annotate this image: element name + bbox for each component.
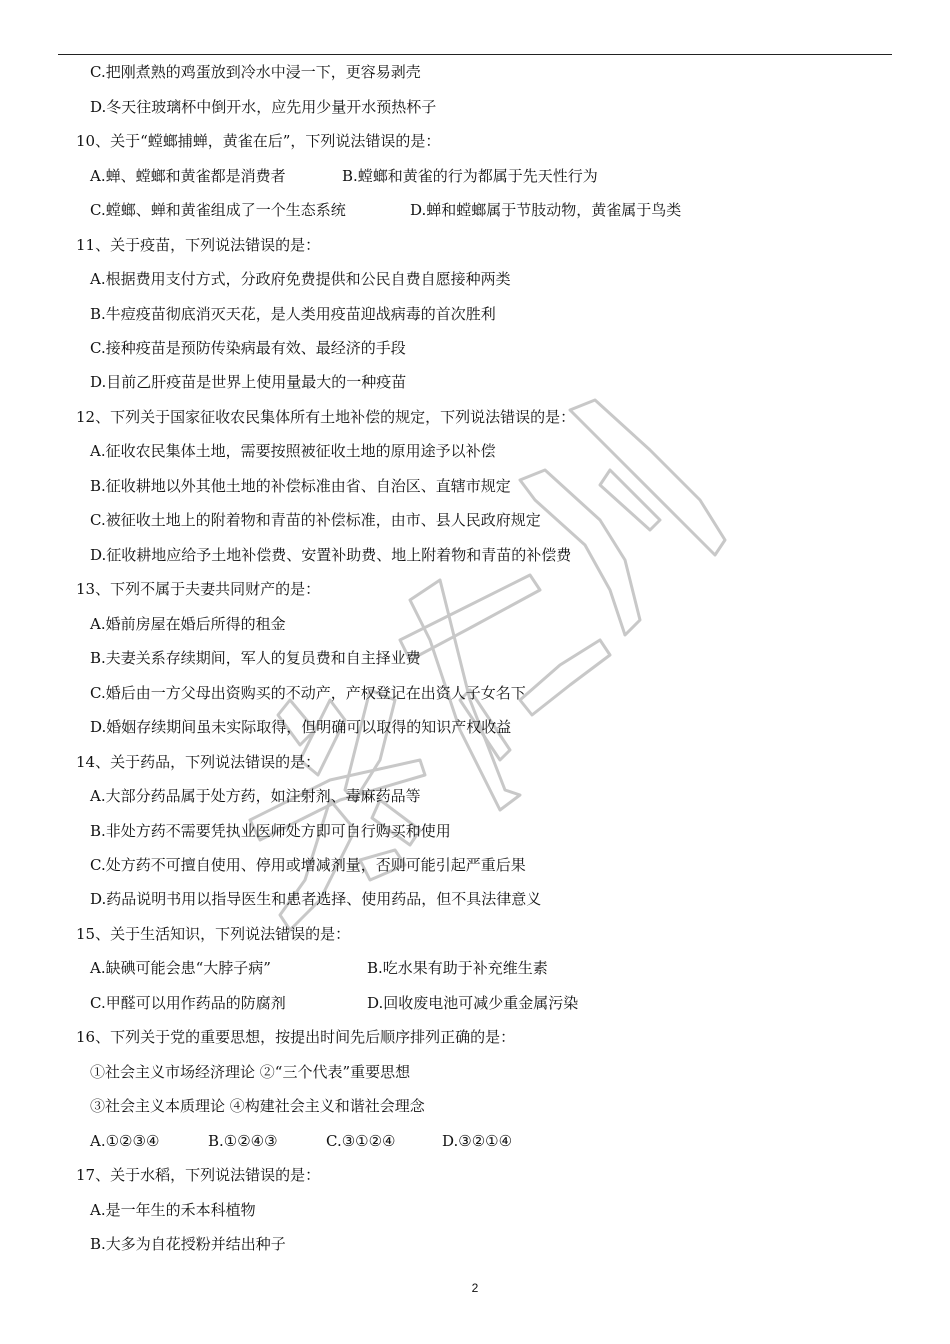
option-a: A.蝉、螳螂和黄雀都是消费者 [90,167,286,185]
option-b: B.吃水果有助于补充维生素 [367,959,548,977]
option-line: B.夫妻关系存续期间，军人的复员费和自主择业费 [90,649,421,667]
option-b: B.螳螂和黄雀的行为都属于先天性行为 [342,167,598,185]
option-b: B.①②④③ [208,1132,278,1150]
option-d: D.蝉和螳螂属于节肢动物，黄雀属于鸟类 [410,201,682,219]
question-17: 17、关于水稻，下列说法错误的是： [76,1166,321,1184]
option-c: C.螳螂、蝉和黄雀组成了一个生态系统 [90,201,346,219]
question-12: 12、下列关于国家征收农民集体所有土地补偿的规定，下列说法错误的是： [76,408,576,426]
option-line: B.牛痘疫苗彻底消灭天花，是人类用疫苗迎战病毒的首次胜利 [90,305,496,323]
option-line: C.婚后由一方父母出资购买的不动产，产权登记在出资人子女名下 [90,684,526,702]
statement-line: ③社会主义本质理论 ④构建社会主义和谐社会理念 [90,1097,425,1115]
question-11: 11、关于疫苗，下列说法错误的是： [76,236,321,254]
option-c: C.③①②④ [326,1132,396,1150]
option-line: A.大部分药品属于处方药，如注射剂、毒麻药品等 [90,787,421,805]
option-c: C.甲醛可以用作药品的防腐剂 [90,994,286,1012]
option-line [90,1131,513,1151]
option-line: A.是一年生的禾本科植物 [90,1201,256,1219]
option-line: A.征收农民集体土地，需要按照被征收土地的原用途予以补偿 [90,442,496,460]
page-number: 2 [471,1281,479,1295]
question-14: 14、关于药品，下列说法错误的是： [76,753,321,771]
option-line: C.处方药不可擅自使用、停用或增减剂量，否则可能引起严重后果 [90,856,526,874]
option-line: D.婚姻存续期间虽未实际取得，但明确可以取得的知识产权收益 [90,718,512,736]
question-15: 15、关于生活知识，下列说法错误的是： [76,925,351,943]
option-line: B.征收耕地以外其他土地的补偿标准由省、自治区、直辖市规定 [90,477,511,495]
statement-line: ①社会主义市场经济理论 ②“三个代表”重要思想 [90,1063,411,1081]
question-16: 16、下列关于党的重要思想，按提出时间先后顺序排列正确的是： [76,1028,516,1046]
question-10: 10、关于“螳螂捕蝉，黄雀在后”，下列说法错误的是： [76,132,441,150]
option-line: A.根据费用支付方式，分政府免费提供和公民自费自愿接种两类 [90,270,511,288]
option-line: C.被征收土地上的附着物和青苗的补偿标准，由市、县人民政府规定 [90,511,541,529]
option-line: D.冬天往玻璃杯中倒开水，应先用少量开水预热杯子 [90,98,437,116]
option-line: D.目前乙肝疫苗是世界上使用量最大的一种疫苗 [90,373,407,391]
question-13: 13、下列不属于夫妻共同财产的是： [76,580,321,598]
option-line [90,958,548,978]
option-a: A.缺碘可能会患“大脖子病” [90,959,271,977]
option-line [90,166,598,186]
option-line: A.婚前房屋在婚后所得的租金 [90,615,286,633]
option-line: C.接种疫苗是预防传染病最有效、最经济的手段 [90,339,406,357]
option-d: D.回收废电池可减少重金属污染 [367,994,579,1012]
option-line [90,993,579,1013]
option-a: A.①②③④ [90,1132,160,1150]
option-line: C.把刚煮熟的鸡蛋放到冷水中浸一下，更容易剥壳 [90,63,421,81]
option-d: D.③②①④ [442,1132,513,1150]
option-line: D.征收耕地应给予土地补偿费、安置补助费、地上附着物和青苗的补偿费 [90,546,572,564]
option-line: B.非处方药不需要凭执业医师处方即可自行购买和使用 [90,822,451,840]
option-line [90,200,682,220]
option-line: D.药品说明书用以指导医生和患者选择、使用药品，但不具法律意义 [90,890,542,908]
option-line: B.大多为自花授粉并结出种子 [90,1235,286,1253]
